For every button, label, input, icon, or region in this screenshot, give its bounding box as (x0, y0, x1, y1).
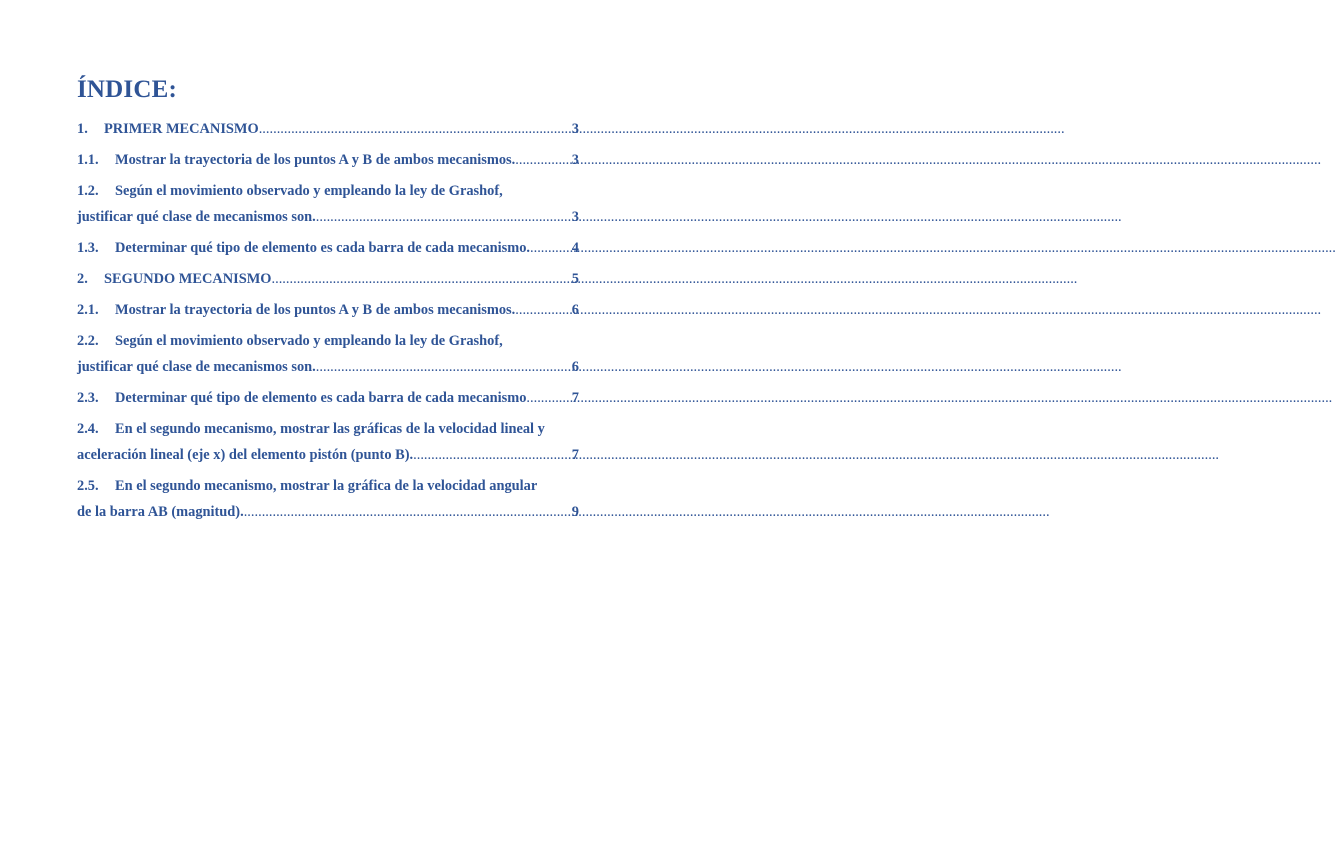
toc-entry-page: 6 (571, 302, 579, 318)
toc-entry-number: 2.1. (77, 302, 99, 318)
toc-entry-2-1[interactable] (77, 297, 579, 323)
toc-entry-text: Mostrar la trayectoria de los puntos A y B de ambos mecanismos. (115, 302, 516, 318)
toc-entry-text-line1: En el segundo mecanismo, mostrar las gráficas de la velocidad lineal y (115, 421, 545, 437)
toc-title: ÍNDICE: (77, 76, 178, 103)
toc-entry-number: 2.3. (77, 390, 99, 406)
toc-entry-page: 9 (571, 504, 579, 520)
dot-leader (515, 147, 572, 173)
toc-entry-number: 2.4. (77, 421, 99, 437)
toc-entry-text: justificar qué clase de mecanismos son. (77, 359, 316, 375)
dot-leader (316, 204, 572, 230)
dot-leader (526, 385, 571, 411)
toc-entry-2-5[interactable] (77, 473, 579, 525)
toc-entry-page: 5 (571, 271, 579, 287)
toc-entry-text: justificar qué clase de mecanismos son. (77, 209, 316, 225)
toc-entry-text: Mostrar la trayectoria de los puntos A y B de ambos mecanismos. (115, 152, 516, 168)
toc-entry-1[interactable] (77, 116, 579, 142)
dot-leader (244, 499, 572, 525)
toc-entry-1-1[interactable] (77, 147, 579, 173)
toc-entry-number: 1.1. (77, 152, 99, 168)
dot-leader (259, 116, 572, 142)
toc-entry-page: 3 (571, 121, 579, 137)
toc-entry-page: 4 (571, 240, 579, 256)
toc-entry-number: 1.2. (77, 183, 99, 199)
toc-entry-number: 1.3. (77, 240, 99, 256)
dot-leader (316, 354, 572, 380)
toc-entry-text: SEGUNDO MECANISMO (104, 271, 272, 287)
document-page (0, 0, 655, 848)
toc-entry-2-3[interactable] (77, 385, 579, 411)
toc-entry-number: 1. (77, 121, 88, 137)
toc-entry-page: 7 (571, 447, 579, 463)
dot-leader (515, 297, 572, 323)
toc-entry-2[interactable] (77, 266, 579, 292)
toc-entry-text-line1: Según el movimiento observado y empleando la ley de Grashof, (115, 333, 503, 349)
toc-entry-2-4[interactable] (77, 416, 579, 468)
toc-entry-number: 2.5. (77, 478, 99, 494)
toc-entry-text: PRIMER MECANISMO (104, 121, 259, 137)
table-of-contents (77, 116, 579, 530)
toc-entry-text-line1: Según el movimiento observado y empleando la ley de Grashof, (115, 183, 503, 199)
toc-entry-page: 7 (571, 390, 579, 406)
dot-leader (272, 266, 572, 292)
toc-entry-text: Determinar qué tipo de elemento es cada barra de cada mecanismo. (115, 240, 530, 256)
toc-entry-1-2[interactable] (77, 178, 579, 230)
toc-entry-1-3[interactable] (77, 235, 579, 261)
toc-entry-text-line1: En el segundo mecanismo, mostrar la gráfica de la velocidad angular (115, 478, 538, 494)
toc-entry-2-2[interactable] (77, 328, 579, 380)
toc-entry-text: de la barra AB (magnitud). (77, 504, 244, 520)
dot-leader (530, 235, 572, 261)
toc-entry-page: 3 (571, 152, 579, 168)
toc-entry-number: 2. (77, 271, 88, 287)
toc-entry-page: 3 (571, 209, 579, 225)
toc-entry-number: 2.2. (77, 333, 99, 349)
toc-entry-page: 6 (571, 359, 579, 375)
toc-entry-text: Determinar qué tipo de elemento es cada barra de cada mecanismo (115, 390, 527, 406)
toc-entry-text: aceleración lineal (eje x) del elemento pistón (punto B). (77, 447, 414, 463)
dot-leader (413, 442, 572, 468)
